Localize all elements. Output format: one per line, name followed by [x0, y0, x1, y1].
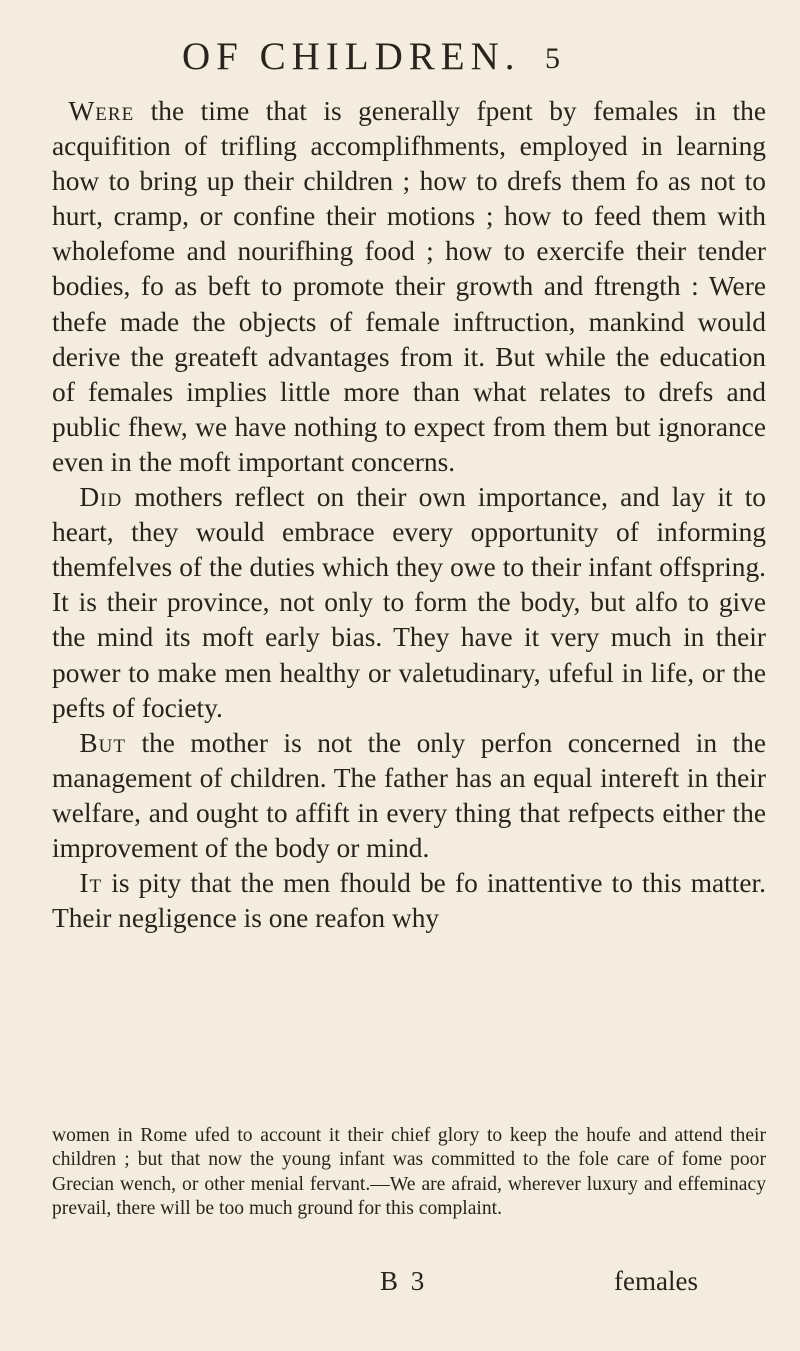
- paragraph-text: mothers reflect on their own importance, and lay it to heart, they would embrace every opportunity of informing themfelves of the duties which they owe to their infant offspring. It is their province, not only to form the body, but alfo to give the mind its moft early bias. They have it very much in their power to make men healthy or valetudinary, ufeful in life, or the pefts of fociety.: [52, 482, 766, 723]
- catchword: females: [614, 1266, 698, 1296]
- paragraph: [52, 866, 766, 936]
- paragraph: [52, 94, 766, 480]
- paragraph-lead: But: [79, 727, 126, 758]
- paragraph-lead: Were: [68, 96, 135, 126]
- signature-mark: B 3: [380, 1266, 428, 1296]
- page-header: [0, 26, 800, 86]
- footnote: women in Rome ufed to account it their chief glory to keep the houfe and attend their children ; but that now the young infant was committed to the fole care of fome poor Grecian wench, or other menial fervant.—We are afraid, wherever luxury and effeminacy prevail, there will be too much ground for this complaint.: [52, 1125, 766, 1220]
- paragraph-text: the time that is generally fpent by females in the acquifition of trifling accomplifhments, employed in learning how to bring up their children ; how to drefs them fo as not to hurt, cramp, or confine their motions ; how to feed them with wholefome and nourifhing food ; how to exercife their tender bodies, fo as beft to promote their growth and ftrength : Were thefe made the objects of female inftruction, mankind would derive the greateft advantages from it. But while the education of females implies little more than what relates to drefs and public fhew, we have nothing to expect from them but ignorance even in the moft important concerns.: [52, 96, 766, 477]
- page-number: 5: [545, 42, 560, 75]
- paragraph-text: the mother is not the only perfon concerned in the management of children. The father has an equal intereft in their welfare, and ought to affift in every thing that refpects either the improvement of the body or mind.: [52, 727, 766, 863]
- paragraph-lead: Did: [79, 482, 123, 513]
- main-text: [52, 94, 766, 936]
- paragraph: [52, 480, 766, 726]
- page-footer: [0, 1266, 800, 1306]
- paragraph-text: is pity that the men fhould be fo inattentive to this matter. Their negligence is one reafon why: [52, 868, 766, 934]
- paragraph: [52, 726, 766, 866]
- running-head: OF CHILDREN.: [182, 35, 521, 78]
- paragraph-lead: It: [79, 868, 103, 899]
